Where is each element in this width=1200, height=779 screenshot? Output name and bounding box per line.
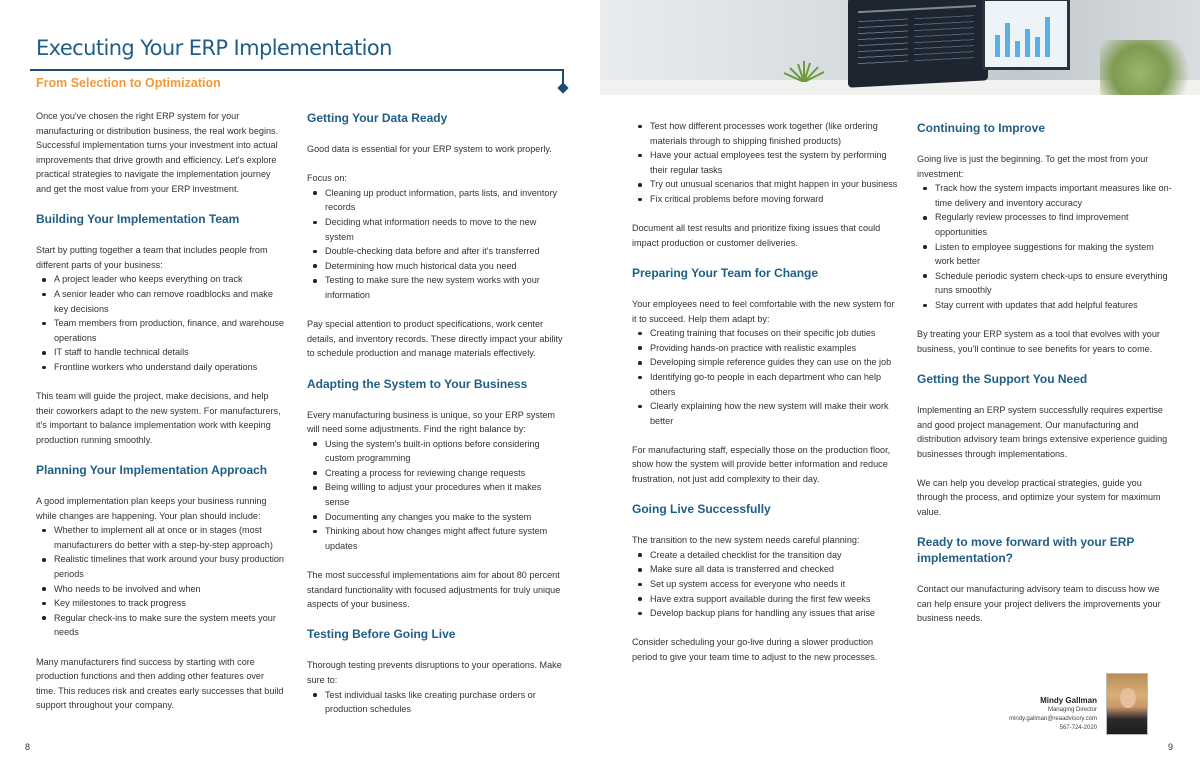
live-list — [632, 548, 898, 621]
change-outro: For manufacturing staff, especially those on the production floor, show how the system will provide better information and reduce frustration, not just add complexity to their day. — [632, 444, 891, 485]
list-item: Test how different processes work together (like ordering materials through to shipping finished products) — [632, 119, 898, 148]
test-list-continued — [632, 119, 898, 207]
support-paragraph-2: We can help you develop practical strategies, guide you through the process, and optimize your system for maximum value. — [917, 477, 1161, 518]
list-item: IT staff to handle technical details — [36, 345, 286, 360]
page-number: 9 — [1167, 742, 1173, 752]
plan-intro: A good implementation plan keeps your business running while changes are happening. Your plan should include: — [36, 496, 267, 521]
page-subtitle: From Selection to Optimization — [36, 76, 221, 90]
data-focus: Focus on: — [307, 173, 347, 184]
monitor-icon — [848, 0, 988, 88]
list-item: Being willing to adjust your procedures when it makes sense — [307, 480, 567, 509]
list-item: Testing to make sure the new system works with your information — [307, 273, 567, 302]
page-number: 8 — [25, 742, 31, 752]
list-item: Using the system's built-in options before considering custom programming — [307, 437, 567, 466]
data-list — [307, 186, 567, 303]
list-item: Have extra support available during the first few weeks — [632, 592, 898, 607]
adapt-list — [307, 437, 567, 554]
list-item: Frontline workers who understand daily operations — [36, 360, 286, 375]
test-list — [307, 688, 567, 717]
list-item: Listen to employee suggestions for making the system work better — [917, 240, 1173, 269]
list-item: Providing hands-on practice with realistic examples — [632, 341, 898, 356]
section-heading-live: Going Live Successfully — [632, 502, 771, 517]
list-item: Identifying go-to people in each department who can help others — [632, 370, 898, 399]
section-heading-data: Getting Your Data Ready — [307, 111, 448, 125]
change-intro: Your employees need to feel comfortable with the new system for it to succeed. Help them adapt by: — [632, 298, 895, 324]
contact-phone: 567-724-2020 — [1059, 725, 1097, 731]
title-rule-diamond — [557, 82, 568, 93]
team-outro: This team will guide the project, make decisions, and help their coworkers adapt to the new system. For manufacturers, it's important to balance implementation work with keeping production running smoothly. — [36, 391, 281, 445]
avatar — [1106, 673, 1148, 735]
list-item: A senior leader who can remove roadblocks and make key decisions — [36, 287, 286, 316]
list-item: Track how the system impacts important measures like on-time delivery and inventory accuracy — [917, 181, 1173, 210]
list-item: Creating a process for reviewing change requests — [307, 466, 567, 481]
list-item: Creating training that focuses on their specific job duties — [632, 326, 898, 341]
list-item: A project leader who keeps everything on track — [36, 272, 286, 287]
column-2 — [307, 110, 567, 731]
list-item: Regular check-ins to make sure the system meets your needs — [36, 611, 286, 640]
plan-list — [36, 523, 286, 640]
list-item: Set up system access for everyone who needs it — [632, 577, 898, 592]
data-outro: Pay special attention to product specifications, work center details, and inventory records. These directly impact your ability to schedule production and manage materials effectively. — [307, 319, 563, 359]
list-item: Make sure all data is transferred and checked — [632, 562, 898, 577]
support-paragraph-1: Implementing an ERP system successfully requires expertise and good project management. Our manufacturing and distribution advisory team brings extensive experience guiding businesses through implementations. — [917, 404, 1168, 459]
list-item: Developing simple reference guides they can use on the job — [632, 355, 898, 370]
section-heading-adapt: Adapting the System to Your Business — [307, 376, 528, 391]
list-item: Try out unusual scenarios that might happen in your business — [632, 177, 898, 192]
change-list — [632, 326, 898, 428]
plan-outro: Many manufacturers find success by starting with core production functions and then adding other features over time. This reduces risk and creates early successes that build support throughout your company. — [36, 656, 284, 711]
list-item: Who needs to be involved and when — [36, 582, 286, 597]
list-item: Test individual tasks like creating purchase orders or production schedules — [307, 688, 567, 717]
list-item: Double-checking data before and after it's transferred — [307, 244, 567, 259]
list-item: Regularly review processes to find improvement opportunities — [917, 210, 1173, 239]
column-4 — [917, 120, 1173, 641]
test-intro: Thorough testing prevents disruptions to your operations. Make sure to: — [307, 660, 562, 685]
list-item: Determining how much historical data you need — [307, 259, 567, 274]
list-item: Fix critical problems before moving forward — [632, 192, 898, 207]
list-item: Cleaning up product information, parts lists, and inventory records — [307, 186, 567, 215]
list-item: Have your actual employees test the system by performing their regular tasks — [632, 148, 898, 177]
list-item: Deciding what information needs to move to the new system — [307, 215, 567, 244]
plant-icon — [778, 60, 830, 82]
title-rule — [30, 69, 564, 71]
list-item: Create a detailed checklist for the transition day — [632, 548, 898, 563]
section-heading-test: Testing Before Going Live — [307, 627, 456, 642]
improve-outro: By treating your ERP system as a tool that evolves with your business, you'll continue to see benefits for years to come. — [917, 329, 1160, 354]
contact-name: Mindy Gallman — [1040, 696, 1097, 705]
section-heading-improve: Continuing to Improve — [917, 121, 1045, 135]
cta-paragraph: Contact our manufacturing advisory team to discuss how we can help ensure your project delivers the improvements your business needs. — [917, 584, 1161, 624]
section-heading-cta: Ready to move forward with your ERP implementation? — [917, 535, 1135, 566]
live-outro: Consider scheduling your go-live during a slower production period to give your team time to adjust to the new processes. — [632, 637, 878, 662]
page-title: Executing Your ERP Implementation — [36, 36, 392, 60]
section-heading-support: Getting the Support You Need — [917, 371, 1088, 386]
column-3 — [632, 119, 898, 679]
test-outro: Document all test results and prioritize fixing issues that could impact production or customer deliveries. — [632, 223, 881, 248]
list-item: Develop backup plans for handling any issues that arise — [632, 606, 898, 621]
contact-card — [1009, 696, 1097, 733]
list-item: Thinking about how changes might affect future system updates — [307, 524, 567, 553]
header-photo — [600, 0, 1200, 95]
column-1 — [36, 109, 286, 728]
greenery-decoration — [1100, 40, 1200, 95]
list-item: Team members from production, finance, and warehouse operations — [36, 316, 286, 345]
improve-intro: Going live is just the beginning. To get the most from your investment: — [917, 154, 1149, 179]
team-intro: Start by putting together a team that includes people from different parts of your business: — [36, 245, 268, 270]
adapt-intro: Every manufacturing business is unique, so your ERP system will need some adjustments. Find the right balance by: — [307, 409, 556, 435]
list-item: Stay current with updates that add helpful features — [917, 298, 1173, 313]
section-heading-change: Preparing Your Team for Change — [632, 265, 819, 280]
chart-screen-icon — [982, 0, 1070, 70]
contact-email[interactable]: mindy.gallman@reaadvisory.com — [1009, 716, 1097, 722]
list-item: Whether to implement all at once or in stages (most manufacturers do better with a step-by-step approach) — [36, 523, 286, 552]
live-intro: The transition to the new system needs careful planning: — [632, 535, 860, 546]
data-paragraph: Good data is essential for your ERP system to work properly. — [307, 144, 552, 154]
team-list — [36, 272, 286, 374]
contact-role: Managing Director — [1047, 707, 1097, 713]
list-item: Realistic timelines that work around your busy production periods — [36, 552, 286, 581]
right-page — [600, 0, 1200, 779]
list-item: Clearly explaining how the new system will make their work better — [632, 399, 898, 428]
adapt-outro: The most successful implementations aim for about 80 percent standard functionality with focused adjustments for truly unique aspects of your business. — [307, 570, 561, 610]
list-item: Schedule periodic system check-ups to ensure everything runs smoothly — [917, 269, 1173, 298]
improve-list — [917, 181, 1173, 312]
list-item: Key milestones to track progress — [36, 596, 286, 611]
list-item: Documenting any changes you make to the system — [307, 510, 567, 525]
section-heading-team: Building Your Implementation Team — [36, 212, 240, 227]
intro-paragraph: Once you've chosen the right ERP system for your manufacturing or distribution business, the real work begins. Successful implementation turns your investment into actual improvements that drive growth and efficiency. Let's explore practical strategies to navigate the implementation journey and get the most value from your ERP investment. — [36, 111, 279, 194]
section-heading-plan: Planning Your Implementation Approach — [36, 463, 268, 478]
